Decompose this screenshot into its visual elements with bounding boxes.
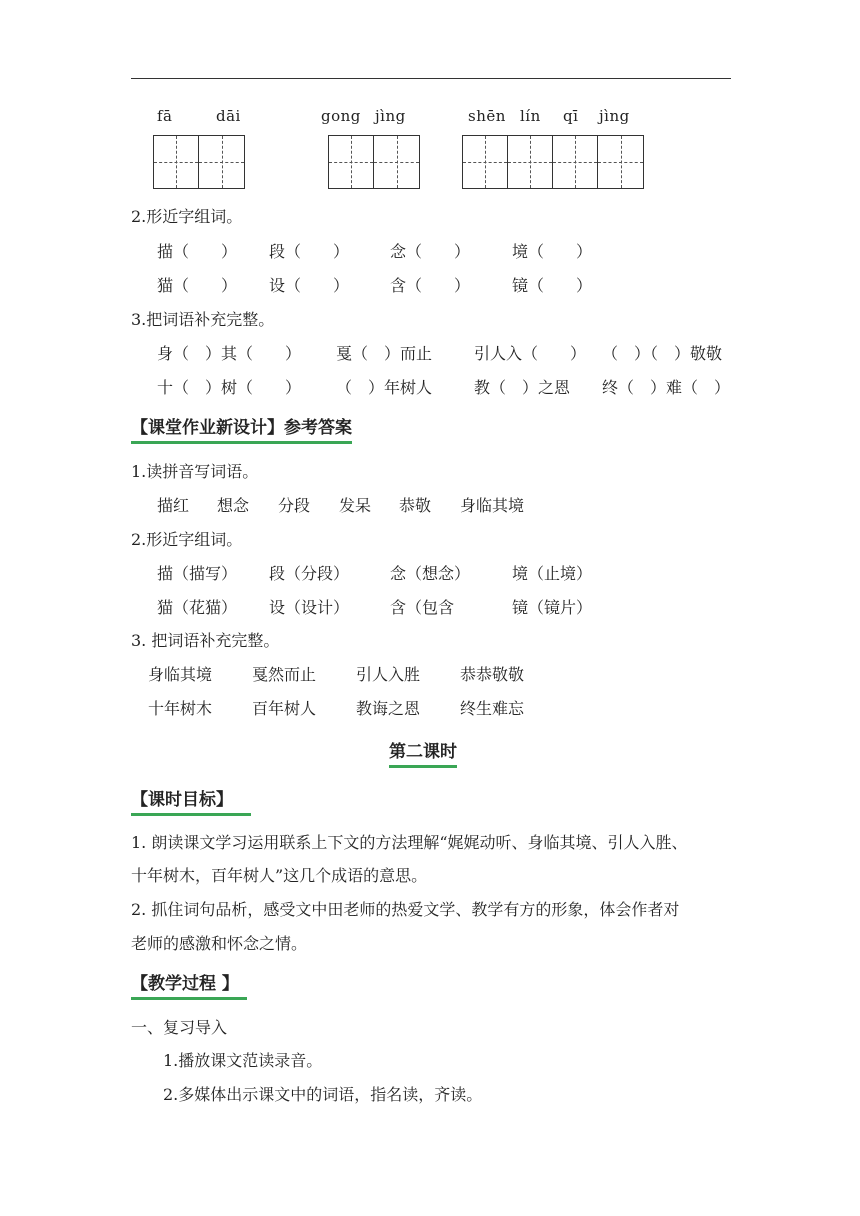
a2-title: 2.形近字组词。 xyxy=(131,530,243,549)
grid-cell[interactable] xyxy=(598,136,643,188)
q3-title: 3.把词语补充完整。 xyxy=(131,310,275,329)
a3-item: 身临其境 xyxy=(148,665,213,684)
lesson2-title: 第二课时 xyxy=(389,737,457,768)
q2-item: 段（ ） xyxy=(269,242,350,261)
q3-item: 十（ ）树（ ） xyxy=(157,378,302,397)
q3-item: （ ）年树人 xyxy=(336,378,433,397)
a3-item: 戛然而止 xyxy=(252,665,317,684)
goals-heading: 【课时目标】 xyxy=(131,785,251,816)
grid-cell[interactable] xyxy=(329,136,374,188)
a2-item: 设（设计） xyxy=(269,598,350,617)
q3-item: 终（ ）难（ ） xyxy=(602,378,731,397)
a1-word: 发呆 xyxy=(339,496,372,515)
a3-item: 教诲之恩 xyxy=(356,699,421,718)
a3-title: 3. 把词语补充完整。 xyxy=(131,631,280,650)
q2-item: 含（ ） xyxy=(390,276,471,295)
goal2-line1: 2. 抓住词句品析，感受文中田老师的热爱文学、教学有方的形象，体会作者对 xyxy=(131,900,680,919)
a2-item: 描（描写） xyxy=(157,564,238,583)
goal2-line2: 老师的感激和怀念之情。 xyxy=(131,934,308,953)
q3-item: 戛（ ）而止 xyxy=(336,344,433,363)
a2-item: 念（想念） xyxy=(390,564,471,583)
pinyin-dai: dāi xyxy=(216,107,241,125)
step-item: 2.多媒体出示课文中的词语，指名读，齐读。 xyxy=(163,1085,483,1104)
q2-title: 2.形近字组词。 xyxy=(131,207,243,226)
q3-item: （ ）（ ）敬敬 xyxy=(602,344,723,363)
a2-item: 猫（花猫） xyxy=(157,598,238,617)
q2-item: 猫（ ） xyxy=(157,276,238,295)
goal1-line2: 十年树木，百年树人”这几个成语的意思。 xyxy=(131,866,428,885)
a1-word: 恭敬 xyxy=(399,496,432,515)
process-heading: 【教学过程 】 xyxy=(131,969,247,1000)
step-item: 1.播放课文范读录音。 xyxy=(163,1051,323,1070)
grid-cell[interactable] xyxy=(154,136,199,188)
grid-cell[interactable] xyxy=(508,136,553,188)
a1-word: 身临其境 xyxy=(460,496,525,515)
a2-item: 含（包含 xyxy=(390,598,455,617)
goal1-line1: 1. 朗读课文学习运用联系上下文的方法理解“娓娓动听、身临其境、引人入胜、 xyxy=(131,833,688,852)
writing-grid-1[interactable] xyxy=(153,135,245,189)
writing-grid-2[interactable] xyxy=(328,135,420,189)
pinyin-jing2: jìng xyxy=(599,107,630,125)
pinyin-jing: jìng xyxy=(375,107,406,125)
a2-item: 境（止境） xyxy=(512,564,593,583)
q2-item: 描（ ） xyxy=(157,242,238,261)
a3-item: 十年树木 xyxy=(148,699,213,718)
a1-word: 想念 xyxy=(217,496,250,515)
a3-item: 百年树人 xyxy=(252,699,317,718)
grid-cell[interactable] xyxy=(199,136,244,188)
q2-item: 念（ ） xyxy=(390,242,471,261)
a1-word: 描红 xyxy=(157,496,190,515)
a3-item: 终生难忘 xyxy=(460,699,525,718)
a2-item: 段（分段） xyxy=(269,564,350,583)
a3-item: 引人入胜 xyxy=(356,665,421,684)
top-rule xyxy=(131,78,731,79)
q2-item: 境（ ） xyxy=(512,242,593,261)
q3-item: 身（ ）其（ ） xyxy=(157,344,302,363)
a3-item: 恭恭敬敬 xyxy=(460,665,525,684)
grid-cell[interactable] xyxy=(463,136,508,188)
step-title: 一、复习导入 xyxy=(131,1018,228,1037)
pinyin-lin: lín xyxy=(520,107,541,125)
writing-grid-3[interactable] xyxy=(462,135,644,189)
answers-heading: 【课堂作业新设计】参考答案 xyxy=(131,413,352,444)
q3-item: 引人入（ ） xyxy=(474,344,587,363)
pinyin-fa: fā xyxy=(157,107,173,125)
pinyin-shen: shēn xyxy=(468,107,506,125)
a2-item: 镜（镜片） xyxy=(512,598,593,617)
a1-title: 1.读拼音写词语。 xyxy=(131,462,259,481)
q3-item: 教（ ）之恩 xyxy=(474,378,571,397)
grid-cell[interactable] xyxy=(553,136,598,188)
pinyin-gong: gong xyxy=(321,107,361,125)
pinyin-qi: qī xyxy=(563,107,579,125)
q2-item: 镜（ ） xyxy=(512,276,593,295)
q2-item: 设（ ） xyxy=(269,276,350,295)
grid-cell[interactable] xyxy=(374,136,419,188)
a1-word: 分段 xyxy=(278,496,311,515)
